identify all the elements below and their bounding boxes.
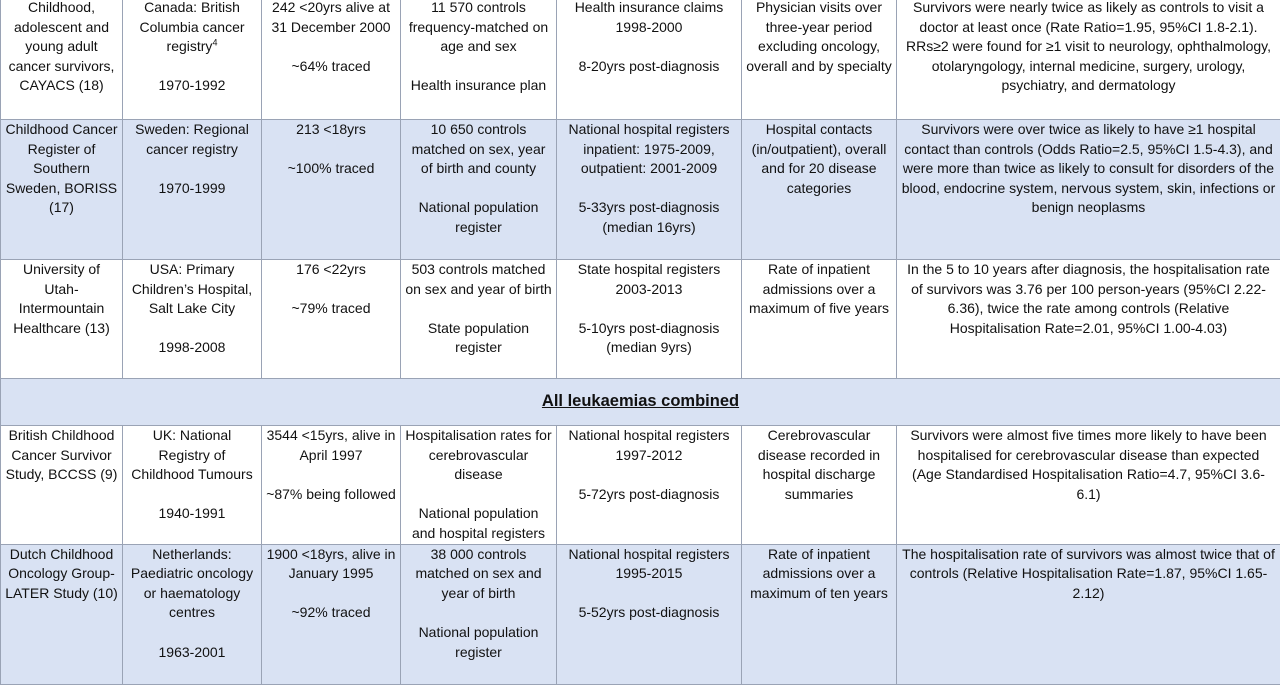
followup-text: 5-33yrs post-diagnosis (median 16yrs) [578, 199, 720, 235]
source-text: USA: Primary Children’s Hospital, Salt Lake City [131, 261, 253, 317]
comparison-text: 38 000 controls matched on sex and year of birth [415, 545, 542, 601]
section-row [1, 379, 1280, 426]
data-source-cell [557, 0, 742, 120]
outcome-text: Rate of inpatient admissions over a maximum of five years [748, 261, 890, 317]
data-source-cell [557, 426, 742, 545]
cohort-text: 3544 <15yrs, alive in April 1997 [266, 427, 396, 463]
source-cell [123, 0, 262, 120]
cohort-text: 213 <18yrs [296, 121, 366, 137]
data-source-text: National hospital registers 1995-2015 [568, 545, 730, 582]
data-source-text: Health insurance claims 1998-2000 [574, 0, 724, 35]
comparison-text: Hospitalisation rates for cerebrovascular disease [405, 427, 552, 483]
followup-text: 5-72yrs post-diagnosis [578, 485, 720, 502]
data-source-text: State hospital registers 2003-2013 [577, 261, 721, 297]
outcome-cell [742, 120, 897, 260]
source-years: 1970-1992 [158, 77, 226, 94]
study-name: Childhood, adolescent and young adult cancer survivors, CAYACS (18) [8, 0, 115, 94]
data-source-cell [557, 120, 742, 260]
source-text: Sweden: Regional cancer registry [135, 121, 249, 157]
outcome-cell [742, 260, 897, 379]
data-source-text: National hospital registers 1997-2012 [568, 427, 730, 463]
data-source-text: National hospital registers inpatient: 1975-2009, outpatient: 2001-2009 [568, 121, 730, 177]
cohort-text: 176 <22yrs [296, 261, 366, 277]
source-years: 1970-1999 [158, 179, 226, 196]
footnote-marker: 4 [212, 37, 218, 48]
outcome-cell [742, 544, 897, 684]
comparison-source: National population register [418, 623, 539, 660]
source-years: 1963-2001 [158, 643, 226, 660]
source-cell [123, 426, 262, 545]
data-source-cell [557, 260, 742, 379]
outcome-cell [742, 0, 897, 120]
cohort-traced: ~64% traced [291, 57, 371, 74]
findings-text: Survivors were almost five times more likely to have been hospitalised for cerebrovascular disease than expected (Age Standardised Hospitalisation Ratio=4.7, 95%CI 3.6-6.1) [910, 427, 1267, 502]
findings-cell [897, 120, 1280, 260]
cohort-cell [262, 426, 401, 545]
findings-cell [897, 260, 1280, 379]
outcome-text: Rate of inpatient admissions over a maximum of ten years [750, 545, 888, 601]
outcome-text: Cerebrovascular disease recorded in hospital discharge summaries [757, 427, 881, 502]
followup-text: 8-20yrs post-diagnosis [578, 57, 720, 74]
section-title: All leukaemias combined [1, 379, 1280, 426]
followup-text: 5-52yrs post-diagnosis [578, 604, 720, 621]
study-cell [1, 426, 123, 545]
source-text: Netherlands: Paediatric oncology or haematology centres [130, 545, 254, 621]
comparison-cell [401, 544, 557, 684]
comparison-cell [401, 426, 557, 545]
study-cell [1, 0, 123, 120]
source-cell [123, 260, 262, 379]
study-name: British Childhood Cancer Survivor Study, BCCSS (9) [5, 427, 118, 483]
study-cell [1, 544, 123, 684]
comparison-text: 503 controls matched on sex and year of birth [405, 261, 552, 297]
table-row [1, 426, 1280, 545]
table-row [1, 0, 1280, 120]
cohort-traced: ~92% traced [291, 604, 371, 621]
source-cell [123, 544, 262, 684]
outcome-text: Physician visits over three-year period excluding oncology, overall and by specialty [746, 0, 892, 74]
source-years: 1940-1991 [158, 505, 226, 522]
findings-cell [897, 0, 1280, 120]
comparison-source: National population register [418, 199, 539, 235]
cohort-text: 1900 <18yrs, alive in January 1995 [266, 545, 396, 582]
comparison-cell [401, 0, 557, 120]
outcome-text: Hospital contacts (in/outpatient), overall and for 20 disease categories [751, 121, 887, 196]
cohort-traced: ~87% being followed [266, 485, 396, 502]
findings-text: Survivors were nearly twice as likely as controls to visit a doctor at least once (Rate Ratio=1.95, 95%CI 1.8-2.1). RRs≥2 were found for ≥1 visit to neurology, ophthalmology, otolaryngology, internal medicine, surgery, urology, psychiatry, and dermatology [905, 0, 1272, 94]
table-row [1, 260, 1280, 379]
cohort-cell [262, 544, 401, 684]
study-cell [1, 260, 123, 379]
table-row [1, 120, 1280, 260]
source-text: UK: National Registry of Childhood Tumours [131, 427, 253, 483]
cohort-cell [262, 260, 401, 379]
findings-text: Survivors were over twice as likely to have ≥1 hospital contact than controls (Odds Ratio=2.5, 95%CI 1.5-4.3), and were more than twice as likely to consult for disorders of the blood, endocrine system, nervous system, skin, infections or benign neoplasms [901, 121, 1276, 216]
cohort-text: 242 <20yrs alive at 31 December 2000 [271, 0, 391, 35]
findings-text: In the 5 to 10 years after diagnosis, the hospitalisation rate of survivors was 3.76 per 100 person-years (95%CI 2.22-6.36), twice the rate among controls (Relative Hospitalisation Rate=2.01, 95%CI 1.00-4.03) [907, 261, 1270, 336]
findings-text: The hospitalisation rate of survivors was almost twice that of controls (Relative Hospitalisation Rate=1.87, 95%CI 1.65-2.12) [902, 545, 1275, 601]
comparison-source: State population register [427, 319, 530, 356]
cohort-cell [262, 0, 401, 120]
source-years: 1998-2008 [158, 339, 226, 356]
study-cell [1, 120, 123, 260]
study-name: University of Utah-Intermountain Healthcare (13) [13, 261, 110, 336]
findings-cell [897, 426, 1280, 545]
source-cell [123, 120, 262, 260]
outcome-cell [742, 426, 897, 545]
cohort-traced: ~100% traced [287, 160, 375, 177]
cohort-traced: ~79% traced [291, 300, 371, 317]
comparison-cell [401, 120, 557, 260]
data-source-cell [557, 544, 742, 684]
comparison-text: 11 570 controls frequency-matched on age and sex [408, 0, 549, 55]
cohort-cell [262, 120, 401, 260]
source-text: Canada: British Columbia cancer registry [139, 0, 245, 55]
study-name: Childhood Cancer Register of Southern Sweden, BORISS (17) [5, 121, 118, 216]
comparison-source: National population and hospital registers [411, 505, 546, 541]
comparison-cell [401, 260, 557, 379]
findings-cell [897, 544, 1280, 684]
comparison-text: 10 650 controls matched on sex, year of birth and county [411, 121, 546, 177]
study-name: Dutch Childhood Oncology Group-LATER Study (10) [5, 545, 118, 601]
comparison-source: Health insurance plan [410, 77, 547, 94]
table-row [1, 544, 1280, 684]
followup-text: 5-10yrs post-diagnosis (median 9yrs) [578, 319, 720, 356]
